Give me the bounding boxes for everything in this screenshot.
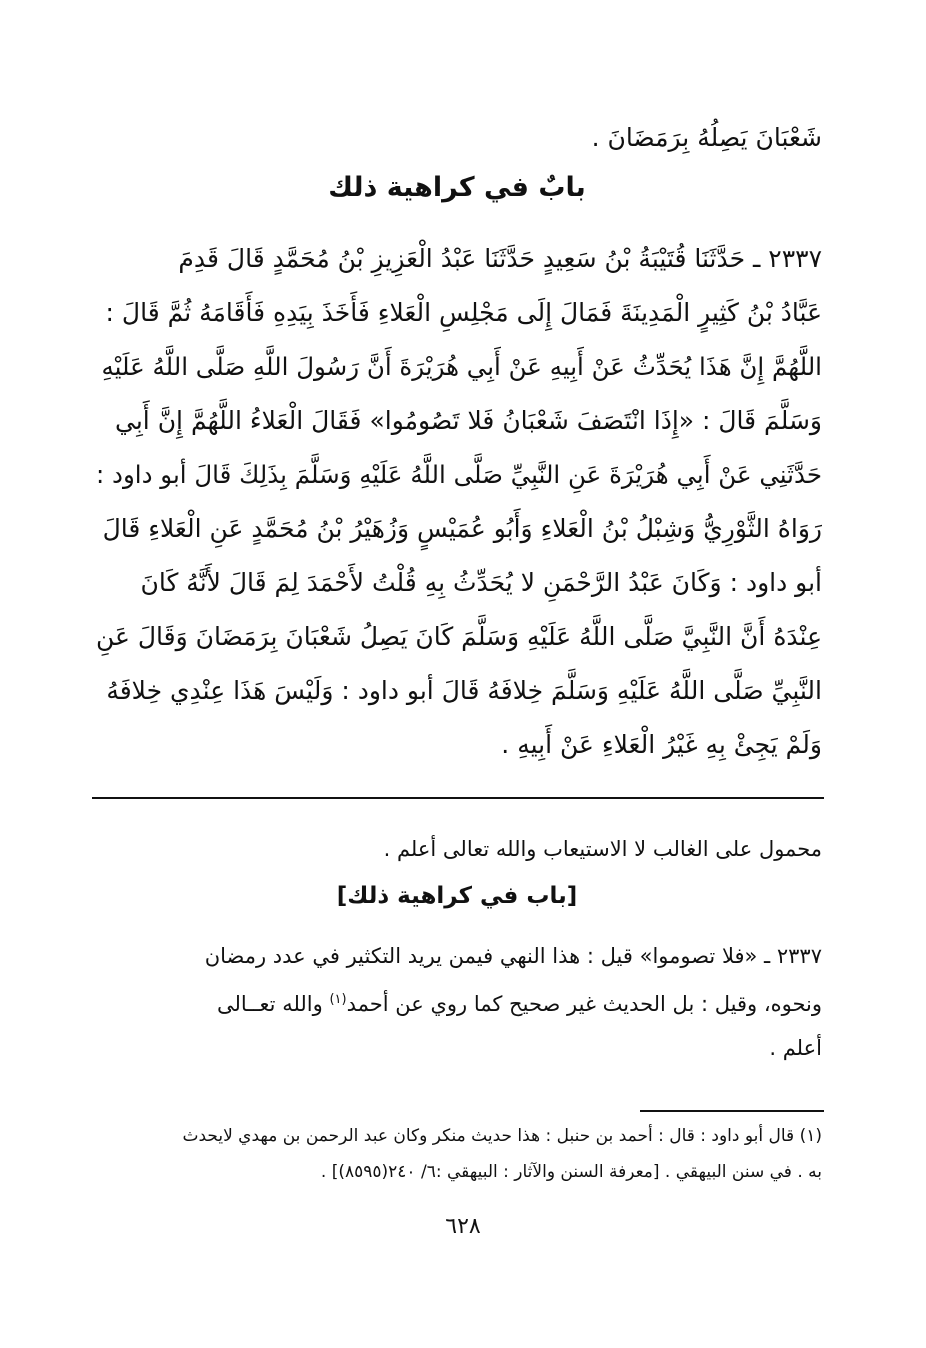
commentary-line (92, 978, 822, 1026)
commentary-line: أعلم . (769, 1036, 822, 1060)
page-number: ٦٢٨ (445, 1214, 481, 1239)
footnote-line: (١) قال أبو داود : قال : أحمد بن حنبل : هذا حديث منكر وكان عبد الرحمن بن مهدي لايحدث (182, 1126, 822, 1146)
commentary-text: ونحوه، وقيل : بل الحديث غير صحيح كما روي عن أحمد (346, 992, 822, 1016)
previous-hadith-ending: شَعْبَانَ يَصِلُهُ بِرَمَضَانَ . (591, 123, 822, 152)
commentary-paragraph (92, 934, 822, 1070)
hadith-line: النَّبِيِّ صَلَّى اللَّهُ عَلَيْهِ وَسَلَّمَ خِلافَهُ قَالَ أبو داود : وَلَيْسَ هَذَا عِنْدِي خِلافَهُ (106, 676, 822, 705)
hadith-line: عَبَّادُ بْنُ كَثِيرٍ الْمَدِينَةَ فَمَالَ إِلَى مَجْلِسِ الْعَلاءِ فَأَخَذَ بِيَدِهِ فَأَقَامَهُ ثُمَّ قَالَ : (105, 298, 822, 327)
hadith-line: وَلَمْ يَجِئْ بِهِ غَيْرُ الْعَلاءِ عَنْ أَبِيهِ . (501, 730, 822, 759)
hadith-line: اللَّهُمَّ إِنَّ هَذَا يُحَدِّثُ عَنْ أَبِيهِ عَنْ أَبِي هُرَيْرَةَ أَنَّ رَسُولَ اللَّهِ صَلَّى اللَّهُ عَلَيْهِ (101, 352, 822, 381)
hadith-line: عِنْدَهُ أَنَّ النَّبِيَّ صَلَّى اللَّهُ عَلَيْهِ وَسَلَّمَ كَانَ يَصِلُ شَعْبَانَ بِرَمَضَانَ وَقَالَ عَنِ (95, 622, 822, 651)
hadith-line: ٢٣٣٧ ـ حَدَّثَنَا قُتَيْبَةُ بْنُ سَعِيدٍ حَدَّثَنَا عَبْدُ الْعَزِيزِ بْنُ مُحَمَّدٍ قَالَ قَدِمَ (178, 244, 822, 273)
footnote-line: به . في سنن البيهقي . [معرفة السنن والآثار : البيهقي :٦/ ٢٤٠(٨٥٩٥)] . (320, 1162, 822, 1182)
commentary-divider (92, 797, 824, 799)
hadith-line: أبو داود : وَكَانَ عَبْدُ الرَّحْمَنِ لا يُحَدِّثُ بِهِ قُلْتُ لأَحْمَدَ لِمَ قَالَ لأَنَّهُ كَانَ (140, 568, 822, 597)
commentary-first-line: محمول على الغالب لا الاستيعاب والله تعالى أعلم . (383, 837, 822, 861)
commentary-line: ٢٣٣٧ ـ «فلا تصوموا» قيل : هذا النهي فيمن يريد التكثير في عدد رمضان (204, 944, 822, 968)
hadith-line: رَوَاهُ الثَّوْرِيُّ وَشِبْلُ بْنُ الْعَلاءِ وَأَبُو عُمَيْسٍ وَزُهَيْرُ بْنُ مُحَمَّدٍ عَنِ الْعَلاءِ قَالَ (102, 514, 822, 543)
main-text (92, 118, 822, 772)
hadith-2337 (92, 232, 822, 772)
commentary-section (92, 826, 822, 1070)
commentary-text: والله تعــالى (216, 992, 330, 1016)
footnote-divider (640, 1110, 824, 1112)
footnotes (92, 1118, 822, 1190)
commentary-chapter-title: [باب في كراهية ذلك] (336, 883, 578, 909)
hadith-line: حَدَّثَنِي عَنْ أَبِي هُرَيْرَةَ عَنِ النَّبِيِّ صَلَّى اللَّهُ عَلَيْهِ وَسَلَّمَ بِذَلِكَ قَالَ أبو داود : (96, 460, 822, 489)
footnote-reference: (١) (329, 992, 347, 1007)
hadith-line: وَسَلَّمَ قَالَ : «إِذَا انْتَصَفَ شَعْبَانُ فَلا تَصُومُوا» فَقَالَ الْعَلاءُ اللَّهُمَّ إِنَّ أَبِي (115, 406, 822, 435)
chapter-title: بابٌ في كراهية ذلك (328, 172, 586, 203)
